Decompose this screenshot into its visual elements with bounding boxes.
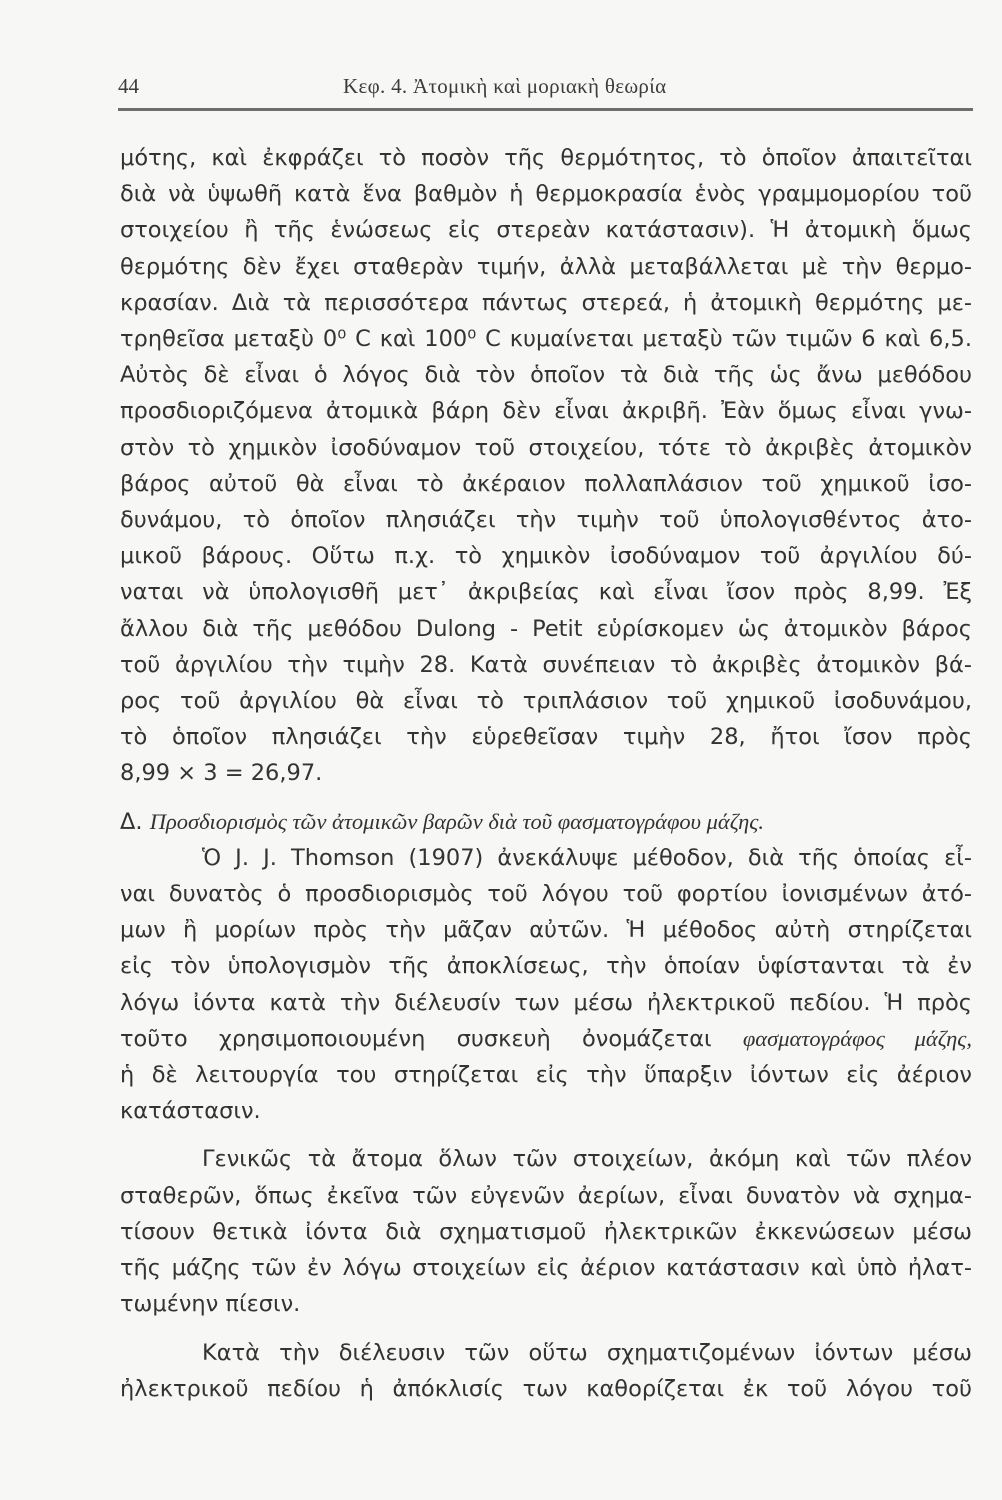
text-line: Κατὰ τὴν διέλευσιν τῶν οὕτω σχηματιζομένων ἰόντων μέσω [202, 1339, 972, 1366]
text-line: θερμότης δὲν ἔχει σταθερὰν τιμήν, ἀλλὰ μεταβάλλεται μὲ τὴν θερμο- [120, 253, 972, 280]
section-label: Δ. [120, 808, 143, 835]
text-line: κατάστασιν. [120, 1098, 261, 1125]
paragraph-deflection [120, 1335, 972, 1407]
text-line: Αὐτὸς δὲ εἶναι ὁ λόγος διὰ τὸν ὁποῖον τὰ διὰ τῆς ὡς ἄνω μεθόδου [120, 362, 972, 389]
text-line: εἰς τὸν ὑπολογισμὸν τῆς ἀποκλίσεως, τὴν ὁποίαν ὑφίστανται τὰ ἐν [120, 953, 972, 980]
page-header [118, 72, 973, 111]
text-line: δυνάμου, τὸ ὁποῖον πλησιάζει τὴν τιμὴν τοῦ ὑπολογισθέντος ἀτο- [120, 507, 972, 534]
text-line: τωμένην πίεσιν. [120, 1291, 301, 1318]
text-fragment: τοῦτο χρησιμοποιουμένη συσκευὴ ὀνομάζεται [120, 1025, 743, 1052]
section-title: Προσδιορισμὸς τῶν ἀτομικῶν βαρῶν διὰ τοῦ φασματογράφου μάζης. [149, 808, 765, 834]
page-body [120, 140, 972, 1407]
text-line: μων ἢ μορίων πρὸς τὴν μᾶζαν αὐτῶν. Ἡ μέθοδος αὐτὴ στηρίζεται [120, 917, 972, 944]
text-line: ναται νὰ ὑπολογισθῆ μετ᾽ ἀκριβείας καὶ εἶναι ἴσον πρὸς 8,99. Ἐξ [120, 579, 972, 606]
text-line: στοιχείου ἢ τῆς ἑνώσεως εἰς στερεὰν κατάστασιν). Ἡ ἀτομικὴ ὅμως [120, 217, 972, 244]
text-line: τοῦ ἀργιλίου τὴν τιμὴν 28. Κατὰ συνέπειαν τὸ ἀκριβὲς ἀτομικὸν βά- [120, 651, 972, 678]
text-line: τὸ ὁποῖον πλησιάζει τὴν εὑρεθεῖσαν τιμὴν 28, ἤτοι ἴσον πρὸς [120, 724, 972, 751]
running-title: Κεφ. 4. Ἀτομικὴ καὶ μοριακὴ θεωρία [343, 74, 667, 98]
paragraph-positive-ions [120, 1141, 972, 1322]
section-heading [120, 804, 972, 840]
text-line: ἠλεκτρικοῦ πεδίου ἡ ἀπόκλισίς των καθορίζεται ἐκ τοῦ λόγου τοῦ [120, 1375, 972, 1402]
page-number: 44 [118, 74, 139, 98]
text-line: τῆς μάζης τῶν ἐν λόγω στοιχείων εἰς ἀέριον κατάστασιν καὶ ὑπὸ ἠλατ- [120, 1255, 972, 1282]
text-line: ρος τοῦ ἀργιλίου θὰ εἶναι τὸ τριπλάσιον τοῦ χημικοῦ ἰσοδυνάμου, [120, 688, 972, 715]
section-mass-spectrograph [120, 804, 972, 1130]
paragraph-atomic-heat [120, 140, 972, 792]
text-line: σταθερῶν, ὅπως ἐκεῖνα τῶν εὐγενῶν ἀερίων, εἶναι δυνατὸν νὰ σχημα- [120, 1182, 972, 1209]
text-line: τίσουν θετικὰ ἰόντα διὰ σχηματισμοῦ ἠλεκτρικῶν ἐκκενώσεων μέσω [120, 1218, 972, 1245]
text-line: λόγω ἰόντα κατὰ τὴν διέλευσίν των μέσω ἠλεκτρικοῦ πεδίου. Ἡ πρὸς [120, 989, 972, 1016]
text-line: προσδιοριζόμενα ἀτομικὰ βάρη δὲν εἶναι ἀκριβῆ. Ἐὰν ὅμως εἶναι γνω- [120, 398, 972, 425]
text-line: 8,99 × 3 = 26,97. [120, 760, 323, 787]
text-line [120, 1021, 972, 1057]
text-line: τρηθεῖσα μεταξὺ 0⁰ C καὶ 100⁰ C κυμαίνεται μεταξὺ τῶν τιμῶν 6 καὶ 6,5. [120, 326, 972, 353]
text-line: μότης, καὶ ἐκφράζει τὸ ποσὸν τῆς θερμότητος, τὸ ὁποῖον ἀπαιτεῖται [120, 145, 972, 171]
text-line: διὰ νὰ ὑψωθῆ κατὰ ἕνα βαθμὸν ἡ θερμοκρασία ἑνὸς γραμμομορίου τοῦ [120, 181, 972, 208]
text-line: Γενικῶς τὰ ἄτομα ὅλων τῶν στοιχείων, ἀκόμη καὶ τῶν πλέον [202, 1146, 972, 1173]
text-line: ἡ δὲ λειτουργία του στηρίζεται εἰς τὴν ὕπαρξιν ἰόντων εἰς ἀέριον [120, 1062, 972, 1089]
term-mass-spectrograph: φασματογράφος μάζης, [742, 1025, 973, 1051]
text-line: Ὁ J. J. Thomson (1907) ἀνεκάλυψε μέθοδον, διὰ τῆς ὁποίας εἶ- [202, 844, 972, 871]
text-line: στὸν τὸ χημικὸν ἰσοδύναμον τοῦ στοιχείου, τότε τὸ ἀκριβὲς ἀτομικὸν [120, 434, 972, 461]
text-line: μικοῦ βάρους. Οὕτω π.χ. τὸ χημικὸν ἰσοδύναμον τοῦ ἀργιλίου δύ- [120, 543, 972, 570]
text-line: ναι δυνατὸς ὁ προσδιορισμὸς τοῦ λόγου τοῦ φορτίου ἰονισμένων ἀτό- [120, 881, 972, 908]
text-line: κρασίαν. Διὰ τὰ περισσότερα πάντως στερεά, ἡ ἀτομικὴ θερμότης με- [120, 289, 972, 316]
text-line: βάρος αὐτοῦ θὰ εἶναι τὸ ἀκέραιον πολλαπλάσιον τοῦ χημικοῦ ἰσο- [120, 470, 972, 497]
text-line: ἄλλου διὰ τῆς μεθόδου Dulong - Petit εὑρίσκομεν ὡς ἀτομικὸν βάρος [120, 615, 972, 642]
